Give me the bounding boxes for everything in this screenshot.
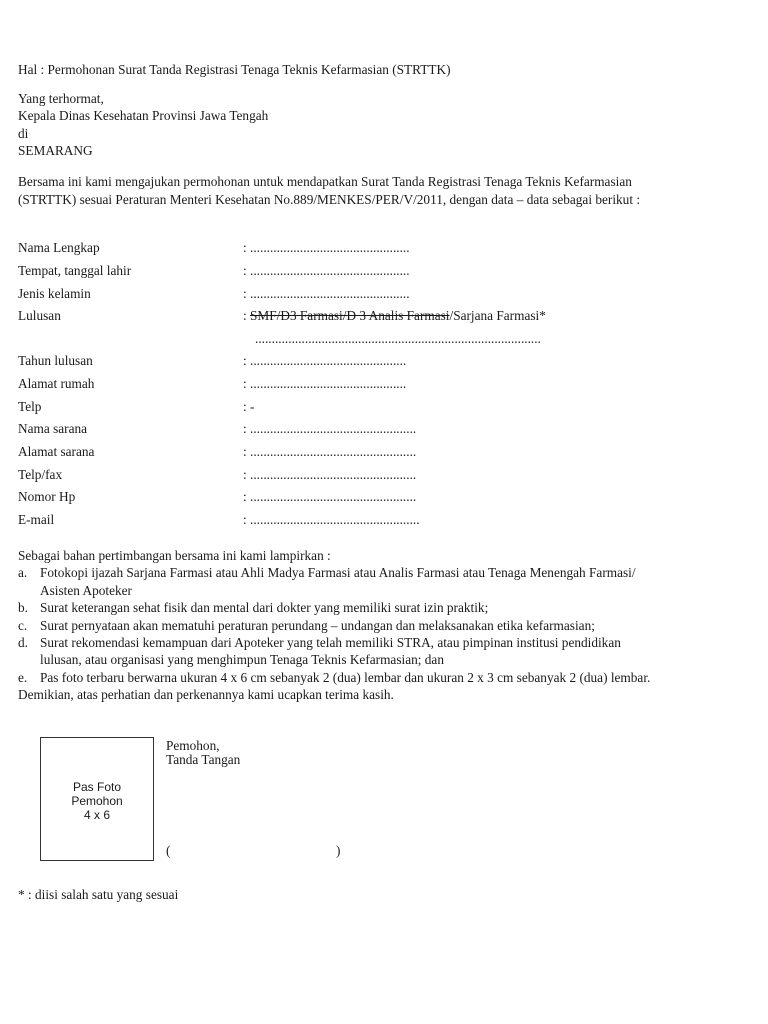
field-value-nomor-hp: : .................................................. xyxy=(243,489,417,504)
lulusan-prefix: : xyxy=(243,308,251,323)
intro-line-1: Bersama ini kami mengajukan permohonan untuk mendapatkan Surat Tanda Registrasi Tenaga Teknis Kefarmasian xyxy=(18,174,632,189)
signature-label-tanda-tangan: Tanda Tangan xyxy=(166,752,241,767)
field-label-alamat-rumah: Alamat rumah xyxy=(18,376,95,391)
photo-placeholder-box xyxy=(40,737,154,861)
photo-box-line-3: 4 x 6 xyxy=(83,808,110,822)
field-value-jenis-kelamin: : ................................................ xyxy=(243,286,410,301)
lulusan-struck-options: SMF/D3 Farmasi/D 3 Analis Farmasi xyxy=(250,308,450,323)
subject-line: Hal : Permohonan Surat Tanda Registrasi Tenaga Teknis Kefarmasian (STRTTK) xyxy=(18,62,451,77)
attachment-a-line-1: Fotokopi ijazah Sarjana Farmasi atau Ahli Madya Farmasi atau Analis Farmasi atau Tenaga Menengah Farmasi/ xyxy=(40,565,636,580)
field-label-lulusan: Lulusan xyxy=(18,308,61,323)
attachment-marker-a: a. xyxy=(18,565,28,580)
preposition: di xyxy=(18,126,29,141)
footnote: * : diisi salah satu yang sesuai xyxy=(18,887,179,902)
city: SEMARANG xyxy=(18,143,93,158)
field-value-telp: : - xyxy=(243,399,255,414)
field-value-alamat-rumah: : ............................................... xyxy=(243,376,407,391)
signature-close-paren: ) xyxy=(336,843,341,858)
lulusan-continuation-line: ...................................................................................... xyxy=(255,331,541,346)
attachment-a-line-2: Asisten Apoteker xyxy=(40,583,132,598)
attachment-d-line-2: lulusan, atau organisasi yang menghimpun Tenaga Teknis Kefarmasian; dan xyxy=(40,652,444,667)
signature-label-pemohon: Pemohon, xyxy=(166,738,220,753)
recipient: Kepala Dinas Kesehatan Provinsi Jawa Tengah xyxy=(18,108,269,123)
field-label-tempat-tanggal-lahir: Tempat, tanggal lahir xyxy=(18,263,132,278)
field-label-telp: Telp xyxy=(18,399,42,414)
photo-box-line-1: Pas Foto xyxy=(72,780,122,794)
closing-line: Demikian, atas perhatian dan perkenannya kami ucapkan terima kasih. xyxy=(18,687,394,702)
field-value-alamat-sarana: : .................................................. xyxy=(243,444,417,459)
intro-line-2: (STRTTK) sesuai Peraturan Menteri Kesehatan No.889/MENKES/PER/V/2011, dengan data – data sebagai berikut : xyxy=(18,192,641,207)
attachment-e-line-1: Pas foto terbaru berwarna ukuran 4 x 6 cm sebanyak 2 (dua) lembar dan ukuran 2 x 3 cm sebanyak 2 (dua) lembar. xyxy=(40,670,651,685)
greeting: Yang terhormat, xyxy=(18,91,104,106)
field-value-tahun-lulusan: : ............................................... xyxy=(243,353,407,368)
field-label-email: E-mail xyxy=(18,512,55,527)
field-label-tahun-lulusan: Tahun lulusan xyxy=(18,353,93,368)
field-label-jenis-kelamin: Jenis kelamin xyxy=(18,286,91,301)
signature-open-paren: ( xyxy=(166,843,171,858)
photo-box-line-2: Pemohon xyxy=(71,794,123,808)
attachment-c-line-1: Surat pernyataan akan mematuhi peraturan perundang – undangan dan melaksanakan etika kefarmasian; xyxy=(40,618,595,633)
attachment-marker-c: c. xyxy=(18,618,28,633)
lulusan-selected-option: /Sarjana Farmasi* xyxy=(449,308,546,323)
attachment-marker-d: d. xyxy=(18,635,28,650)
field-value-email: : ................................................... xyxy=(243,512,420,527)
attachment-marker-e: e. xyxy=(18,670,28,685)
attachment-marker-b: b. xyxy=(18,600,28,615)
field-value-telp-fax: : .................................................. xyxy=(243,467,417,482)
field-value-nama-sarana: : .................................................. xyxy=(243,421,417,436)
attachment-b-line-1: Surat keterangan sehat fisik dan mental dari dokter yang memiliki surat izin praktik; xyxy=(40,600,489,615)
field-label-nama-sarana: Nama sarana xyxy=(18,421,88,436)
field-label-nama-lengkap: Nama Lengkap xyxy=(18,240,100,255)
field-value-nama-lengkap: : ................................................ xyxy=(243,240,410,255)
field-label-alamat-sarana: Alamat sarana xyxy=(18,444,95,459)
field-label-nomor-hp: Nomor Hp xyxy=(18,489,76,504)
attachments-intro: Sebagai bahan pertimbangan bersama ini kami lampirkan : xyxy=(18,548,331,563)
field-value-tempat-tanggal-lahir: : ................................................ xyxy=(243,263,410,278)
field-value-lulusan xyxy=(243,307,546,324)
attachment-d-line-1: Surat rekomendasi kemampuan dari Apoteker yang telah memiliki STRA, atau pimpinan institusi pendidikan xyxy=(40,635,621,650)
field-label-telp-fax: Telp/fax xyxy=(18,467,63,482)
